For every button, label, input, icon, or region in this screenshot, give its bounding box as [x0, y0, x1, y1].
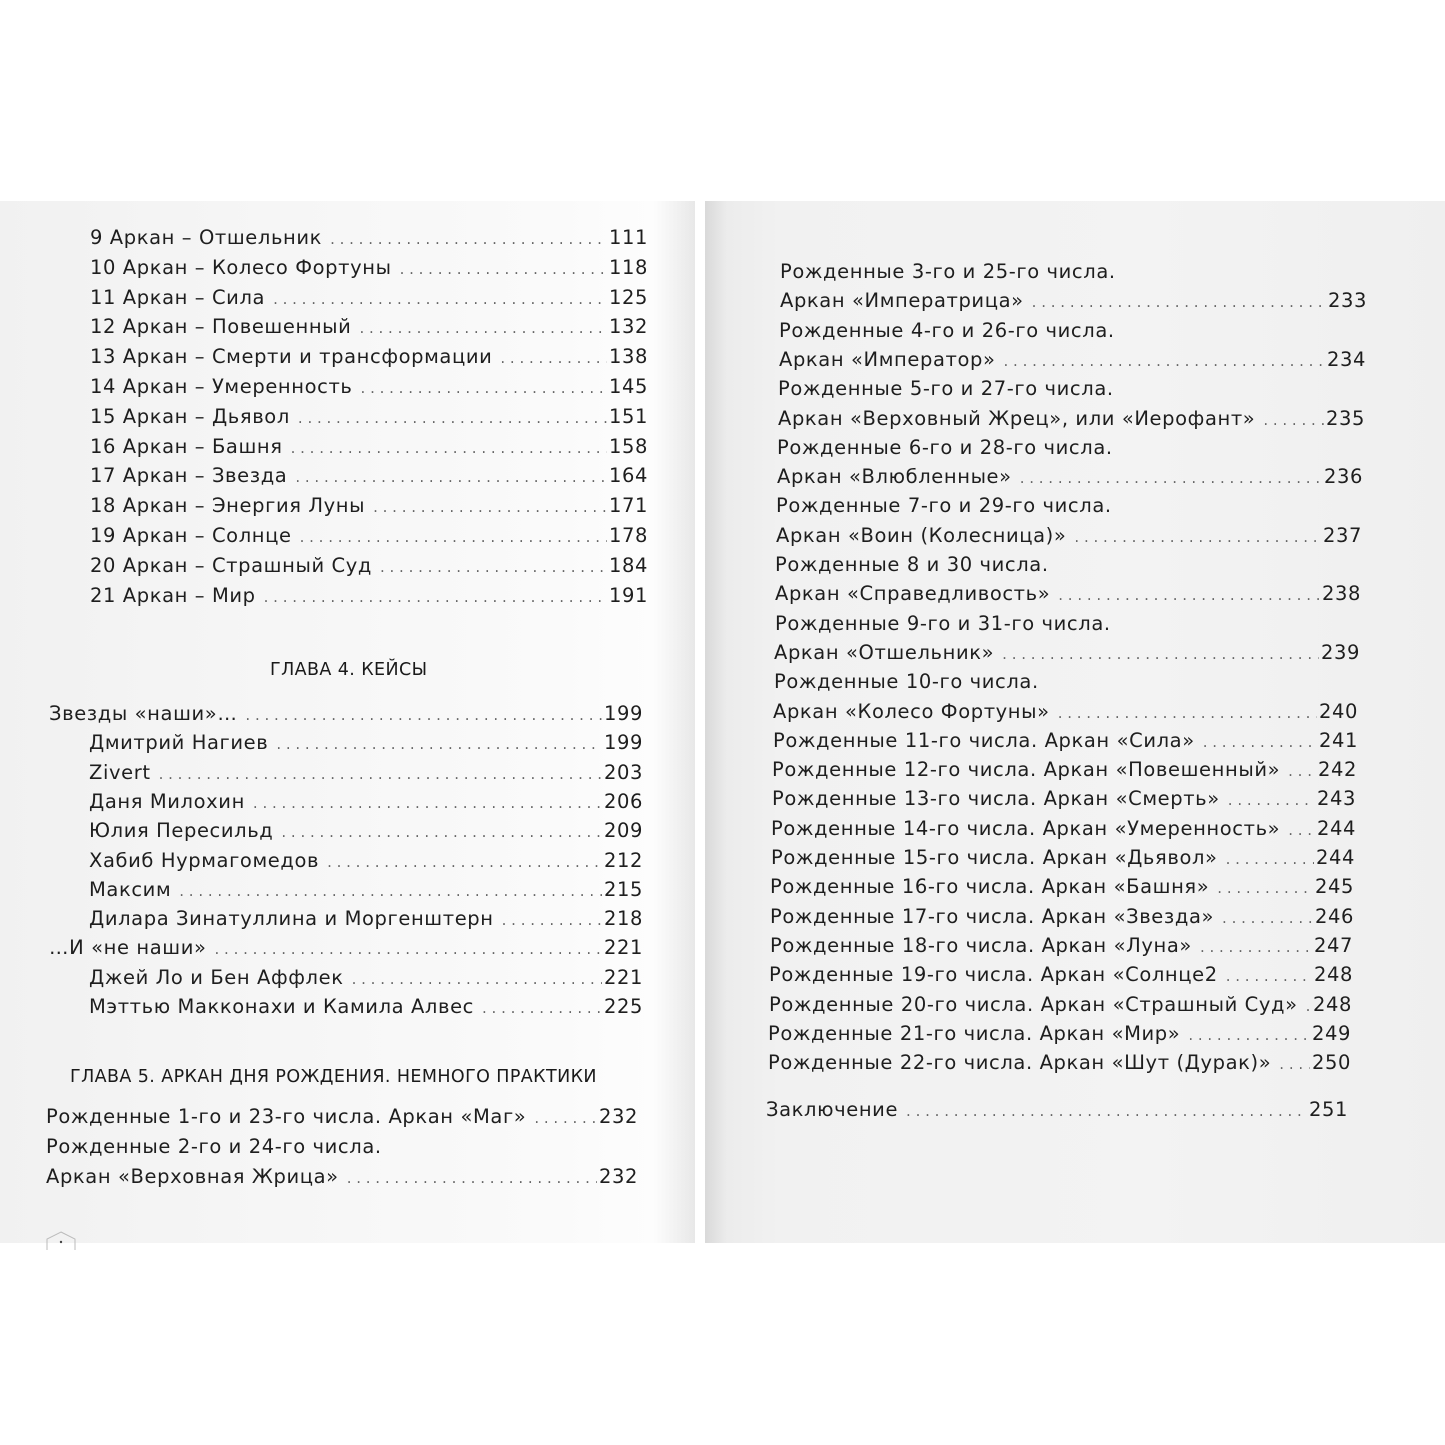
toc-entry-page: 171 [608, 494, 648, 518]
toc-entry[interactable] [90, 494, 648, 524]
toc-entry-page: 203 [603, 760, 643, 784]
chapter-4-heading: ГЛАВА 4. КЕЙСЫ [270, 660, 428, 680]
toc-entry[interactable] [776, 524, 1362, 554]
toc-entry-continuation [779, 319, 1115, 342]
toc-entry-page: 251 [1308, 1098, 1348, 1121]
leader-dots [1226, 967, 1312, 985]
leader-dots [347, 1169, 597, 1187]
toc-entry-title: Zivert [89, 760, 151, 784]
toc-entry[interactable] [90, 315, 648, 345]
leader-dots [330, 230, 607, 248]
toc-entry[interactable] [778, 407, 1365, 437]
leader-dots [380, 558, 607, 576]
toc-entry-page: 236 [1323, 465, 1363, 489]
toc-entry[interactable] [90, 256, 648, 286]
leader-dots [1074, 528, 1321, 546]
toc-entry[interactable] [49, 936, 643, 966]
toc-entry[interactable] [769, 993, 1352, 1023]
toc-entry-title: Рожденные 7-го и 29-го числа. [776, 494, 1112, 518]
leader-dots [1004, 352, 1325, 370]
leader-dots [1200, 938, 1312, 956]
toc-entry-page: 250 [1311, 1051, 1351, 1075]
toc-entry-title: 19 Аркан – Солнце [90, 524, 292, 547]
toc-entry[interactable] [768, 1022, 1351, 1052]
toc-entry-title: 12 Аркан – Повешенный [90, 315, 352, 339]
leader-dots [1288, 821, 1315, 839]
toc-entry-page: 248 [1313, 963, 1353, 987]
toc-entry[interactable] [90, 464, 648, 494]
leader-dots [1058, 586, 1320, 604]
toc-entry-title: Рожденные 21-го числа. Аркан «Мир» [768, 1021, 1181, 1045]
leader-dots [352, 970, 602, 988]
toc-entry-page: 240 [1318, 699, 1358, 723]
toc-entry-title: Рожденные 6-го и 28-го числа. [777, 435, 1113, 459]
toc-entry-title: Рожденные 14-го числа. Аркан «Умеренность» [771, 816, 1281, 840]
toc-entry-title: 13 Аркан – Смерти и трансформации [90, 345, 493, 369]
toc-entry-page: 145 [608, 375, 648, 398]
toc-entry-title: Рожденные 4-го и 26-го числа. [779, 318, 1115, 342]
toc-entry-title: 17 Аркан – Звезда [90, 464, 288, 488]
toc-entry-title: Аркан «Император» [779, 347, 996, 371]
toc-entry-title: Рожденные 9-го и 31-го числа. [775, 611, 1111, 635]
toc-entry-title: Заключение [766, 1098, 899, 1121]
toc-entry-page: 238 [1321, 582, 1361, 606]
toc-entry-continuation [775, 553, 1049, 576]
leader-dots [1058, 704, 1317, 722]
toc-entry-page: 225 [603, 995, 643, 1018]
toc-entry[interactable] [90, 375, 648, 405]
toc-entry[interactable] [89, 731, 643, 761]
toc-entry-page: 246 [1314, 904, 1354, 928]
leader-dots [502, 911, 602, 929]
toc-entry-title: Рожденные 2-го и 24-го числа. [46, 1135, 382, 1158]
toc-entry-page: 138 [608, 345, 648, 369]
toc-entry-continuation [778, 377, 1114, 400]
toc-entry-title: Даня Милохин [89, 789, 245, 813]
toc-entry[interactable] [89, 790, 643, 820]
toc-entry-continuation [780, 260, 1116, 283]
toc-entry-page: 235 [1325, 406, 1365, 430]
toc-entry-title: Джей Ло и Бен Аффлек [89, 965, 344, 989]
toc-entry-page: 151 [608, 404, 648, 428]
leader-dots [1263, 411, 1324, 429]
toc-entry[interactable] [770, 934, 1353, 964]
toc-entry-title: Аркан «Верховная Жрица» [46, 1165, 339, 1188]
leader-dots [1217, 879, 1313, 897]
toc-entry-title: Дилара Зинатуллина и Моргенштерн [89, 907, 494, 931]
toc-entry-title: Хабиб Нурмагомедов [89, 848, 320, 872]
toc-entry-page: 132 [608, 315, 648, 339]
toc-entry[interactable] [772, 787, 1356, 817]
leader-dots [1032, 293, 1326, 311]
toc-entry-page: 237 [1322, 523, 1362, 547]
toc-entry[interactable] [772, 758, 1357, 788]
toc-entry[interactable] [90, 554, 648, 584]
toc-entry[interactable] [769, 963, 1353, 993]
leader-dots [906, 1102, 1307, 1120]
toc-entry[interactable] [90, 524, 648, 554]
toc-entry-page: 243 [1316, 787, 1356, 811]
toc-entry[interactable] [773, 700, 1358, 730]
toc-entry-page: 125 [608, 285, 648, 309]
toc-entry-title: 10 Аркан – Колесо Фортуны [90, 255, 392, 279]
leader-dots [1222, 909, 1313, 927]
toc-entry-page: 233 [1327, 289, 1367, 313]
toc-entry-title: Аркан «Воин (Колесница)» [776, 523, 1067, 547]
toc-entry-title: Рожденные 17-го числа. Аркан «Звезда» [770, 904, 1215, 928]
toc-entry-page: 249 [1311, 1021, 1351, 1045]
toc-entry-continuation [775, 612, 1111, 635]
toc-entry-page: 221 [603, 965, 643, 989]
toc-entry[interactable] [775, 582, 1361, 612]
toc-entry[interactable] [46, 1165, 638, 1195]
toc-entry-title: 20 Аркан – Страшный Суд [90, 553, 372, 577]
leader-dots [400, 260, 607, 278]
toc-entry-continuation [774, 670, 1039, 693]
toc-entry-title: Юлия Пересильд [89, 819, 274, 843]
toc-entry-title: 14 Аркан – Умеренность [90, 375, 353, 398]
toc-entry-page: 232 [598, 1105, 638, 1128]
toc-entry-title: Рожденные 16-го числа. Аркан «Башня» [770, 875, 1210, 899]
toc-entry[interactable] [90, 435, 648, 465]
toc-entry[interactable] [90, 584, 648, 614]
toc-entry-page: 209 [603, 819, 643, 843]
toc-entry-conclusion[interactable] [766, 1098, 1348, 1128]
toc-entry-title: 21 Аркан – Мир [90, 583, 256, 607]
chapter-5-heading: ГЛАВА 5. АРКАН ДНЯ РОЖДЕНИЯ. НЕМНОГО ПРАКТИКИ [70, 1067, 597, 1087]
toc-entry[interactable] [90, 345, 648, 375]
toc-entry-page: 218 [603, 907, 643, 931]
toc-entry-page: 118 [608, 255, 648, 279]
toc-entry-page: 232 [598, 1165, 638, 1188]
toc-entry-page: 184 [608, 553, 648, 577]
leader-dots [300, 528, 607, 546]
toc-entry-title: Звезды «наши»… [49, 702, 238, 725]
leader-dots [1203, 733, 1317, 751]
toc-entry-title: 16 Аркан – Башня [90, 434, 283, 458]
toc-entry-title: Аркан «Императрица» [780, 289, 1024, 313]
toc-entry[interactable] [770, 875, 1354, 905]
toc-entry-title: Рожденные 8 и 30 числа. [775, 553, 1049, 576]
leader-dots [264, 588, 607, 606]
toc-entry[interactable] [89, 761, 643, 791]
toc-entry-title: Аркан «Колесо Фортуны» [773, 699, 1050, 723]
leader-dots [327, 853, 602, 871]
toc-entry[interactable] [49, 702, 643, 732]
toc-entry-title: Аркан «Справедливость» [775, 582, 1051, 606]
toc-entry-page: 212 [603, 848, 643, 872]
toc-entry-title: Рожденные 18-го числа. Аркан «Луна» [770, 933, 1192, 957]
toc-entry[interactable] [771, 817, 1356, 847]
leader-dots [298, 409, 607, 427]
toc-entry-title: 15 Аркан – Дьявол [90, 404, 290, 428]
toc-entry-page: 191 [608, 583, 648, 607]
toc-entry[interactable] [89, 966, 643, 996]
toc-entry-page: 164 [608, 464, 648, 488]
toc-entry[interactable] [46, 1105, 638, 1135]
leader-dots [253, 794, 602, 812]
toc-entry[interactable] [89, 995, 643, 1025]
toc-entry[interactable] [768, 1051, 1351, 1081]
toc-entry-title: Рожденные 10-го числа. [774, 670, 1039, 694]
leader-dots [276, 735, 602, 753]
leader-dots [482, 999, 602, 1017]
toc-entry-title: 18 Аркан – Энергия Луны [90, 494, 366, 518]
leader-dots [215, 940, 602, 958]
toc-entry-title: Рожденные 5-го и 27-го числа. [778, 377, 1114, 401]
toc-entry-continuation [777, 436, 1113, 459]
leader-dots [1226, 850, 1314, 868]
leader-dots [1306, 997, 1311, 1015]
toc-entry-page: 247 [1313, 933, 1353, 957]
leader-dots [281, 823, 602, 841]
toc-entry-page: 199 [603, 731, 643, 755]
toc-entry-page: 111 [608, 226, 648, 249]
leader-dots [273, 290, 607, 308]
toc-entry-title: Рожденные 3-го и 25-го числа. [780, 260, 1116, 283]
toc-entry[interactable] [90, 226, 648, 256]
toc-entry[interactable] [89, 849, 643, 879]
toc-entry-page: 221 [603, 936, 643, 960]
toc-entry-continuation [46, 1135, 382, 1158]
toc-entry-page: 244 [1315, 846, 1355, 869]
toc-entry-title: Аркан «Верховный Жрец», или «Иерофант» [778, 406, 1256, 430]
toc-entry[interactable] [779, 348, 1366, 378]
toc-entry[interactable] [89, 878, 643, 908]
leader-dots [361, 379, 607, 397]
toc-entry-title: Рожденные 22-го числа. Аркан «Шут (Дурак)» [768, 1051, 1272, 1075]
page-number-hexagon-icon [44, 1230, 78, 1250]
leader-dots [295, 468, 607, 486]
leader-dots [1020, 469, 1322, 487]
toc-entry[interactable] [90, 286, 648, 316]
toc-entry-continuation [776, 494, 1112, 517]
toc-entry-title: …И «не наши» [49, 936, 207, 960]
toc-entry-title: Рожденные 20-го числа. Аркан «Страшный Суд» [769, 992, 1298, 1016]
toc-entry-title: Дмитрий Нагиев [89, 731, 269, 755]
toc-entry-page: 234 [1326, 347, 1366, 371]
leader-dots [359, 319, 607, 337]
leader-dots [1228, 791, 1315, 809]
toc-entry-title: Рожденные 12-го числа. Аркан «Повешенный» [772, 758, 1281, 782]
leader-dots [245, 706, 602, 724]
toc-entry-title: 11 Аркан – Сила [90, 285, 266, 309]
toc-entry-page: 248 [1312, 992, 1352, 1016]
toc-entry-title: Аркан «Отшельник» [774, 640, 995, 664]
leader-dots [1279, 1055, 1310, 1073]
toc-entry[interactable] [773, 729, 1358, 759]
toc-entry-title: Рожденные 15-го числа. Аркан «Дьявол» [771, 846, 1218, 869]
toc-entry-page: 241 [1318, 728, 1358, 752]
toc-entry[interactable] [90, 405, 648, 435]
toc-entry-title: Максим [89, 877, 172, 901]
leader-dots [179, 882, 602, 900]
toc-entry[interactable] [774, 641, 1360, 671]
toc-entry-page: 178 [608, 524, 648, 547]
toc-entry[interactable] [89, 907, 643, 937]
toc-entry-title: Рожденные 11-го числа. Аркан «Сила» [773, 728, 1195, 752]
leader-dots [159, 765, 602, 783]
toc-entry[interactable] [89, 819, 643, 849]
leader-dots [291, 439, 607, 457]
leader-dots [373, 498, 607, 516]
leader-dots [1188, 1026, 1310, 1044]
toc-entry-title: Мэттью Макконахи и Камила Алвес [89, 995, 474, 1018]
toc-entry-title: Рожденные 13-го числа. Аркан «Смерть» [772, 787, 1220, 811]
toc-entry-title: Рожденные 19-го числа. Аркан «Солнце2 [769, 963, 1218, 987]
toc-entry-page: 158 [608, 434, 648, 458]
toc-entry-page: 199 [603, 702, 643, 725]
toc-entry[interactable] [777, 465, 1363, 495]
leader-dots [500, 349, 607, 367]
toc-entry-page: 244 [1316, 816, 1356, 840]
toc-entry-title: Аркан «Влюбленные» [777, 465, 1012, 489]
toc-entry-page: 206 [603, 789, 643, 813]
toc-entry[interactable] [770, 905, 1354, 935]
toc-entry-page: 242 [1317, 758, 1357, 782]
leader-dots [534, 1109, 597, 1127]
toc-entry-page: 215 [603, 877, 643, 901]
toc-entry-title: 9 Аркан – Отшельник [90, 226, 323, 249]
toc-entry[interactable] [771, 846, 1355, 876]
toc-entry[interactable] [780, 289, 1367, 319]
toc-entry-page: 239 [1320, 640, 1360, 664]
toc-entry-title: Рожденные 1-го и 23-го числа. Аркан «Маг» [46, 1105, 527, 1128]
toc-entry-page: 245 [1314, 875, 1354, 899]
leader-dots [1002, 645, 1319, 663]
leader-dots [1288, 762, 1316, 780]
